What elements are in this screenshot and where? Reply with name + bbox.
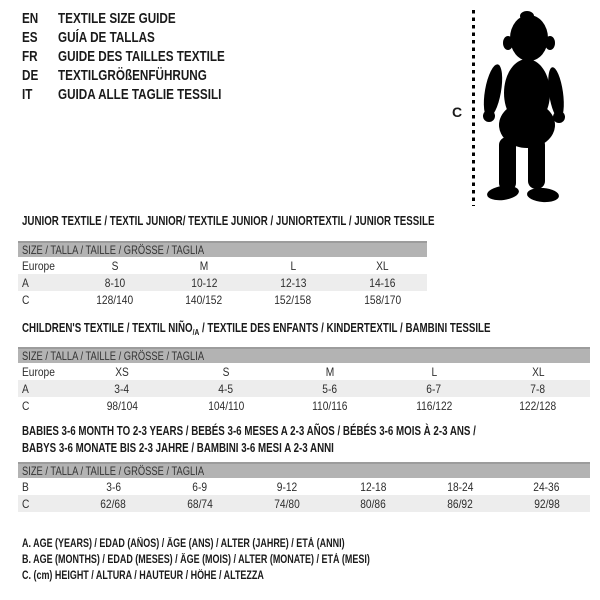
toddler-silhouette-icon <box>479 9 571 205</box>
size-value-cell <box>338 274 427 291</box>
size-value-cell <box>70 274 159 291</box>
size-value-cell <box>159 274 248 291</box>
language-row-it <box>22 85 272 104</box>
size-value-text: 9-12 <box>276 479 297 494</box>
size-value-text: 4-5 <box>218 381 234 396</box>
size-table-row-europe <box>18 363 590 380</box>
size-value-text: XL <box>531 364 545 379</box>
size-value-text: L <box>431 364 437 379</box>
size-value-cell <box>417 495 504 512</box>
size-table-row-c <box>18 397 590 414</box>
language-code-text: EN <box>22 10 39 27</box>
language-code-text: FR <box>22 48 38 65</box>
size-value-cell <box>338 257 427 274</box>
size-value-text: 92/98 <box>533 496 560 511</box>
size-value-cell <box>382 397 486 414</box>
size-table-grid <box>18 462 590 512</box>
size-value-cell <box>70 478 157 495</box>
legend-line-a-text: A. AGE (YEARS) / EDAD (AÑOS) / ÂGE (ANS) / ALTER (JAHRE) / ETÀ (ANNI) <box>22 538 345 550</box>
row-label-text: Europe <box>22 364 55 379</box>
row-label-cell <box>18 291 70 308</box>
size-value-text: 80/86 <box>360 496 387 511</box>
babies-section <box>18 423 590 518</box>
size-value-text: 128/140 <box>96 292 134 307</box>
size-value-cell <box>486 397 590 414</box>
size-value-text: 86/92 <box>447 496 473 511</box>
junior-section <box>18 214 435 314</box>
size-value-text: XS <box>115 364 129 379</box>
size-table-row-a <box>18 274 427 291</box>
size-value-text: M <box>199 258 209 273</box>
language-label-text: GUIDA ALLE TAGLIE TESSILI <box>58 86 222 103</box>
size-table-header-cell <box>18 242 427 257</box>
size-value-text: 158/170 <box>363 292 401 307</box>
row-label-cell <box>18 257 70 274</box>
language-code <box>22 29 58 46</box>
size-value-cell <box>382 380 486 397</box>
size-table-row-b <box>18 478 590 495</box>
size-value-cell <box>157 478 244 495</box>
size-value-cell <box>70 397 174 414</box>
language-code-text: ES <box>22 29 38 46</box>
size-value-text: S <box>222 364 230 379</box>
size-value-text: 104/110 <box>207 398 245 413</box>
size-table-header-row <box>18 348 590 363</box>
children-section-title-text <box>22 321 491 340</box>
size-value-cell <box>70 380 174 397</box>
row-label-cell <box>18 274 70 291</box>
size-value-cell <box>278 397 382 414</box>
junior-section-title-text: JUNIOR TEXTILE / TEXTIL JUNIOR/ TEXTILE JUNIOR / JUNIORTEXTIL / JUNIOR TESSILE <box>22 214 435 228</box>
size-value-text: 24-36 <box>533 479 560 494</box>
size-value-cell <box>486 380 590 397</box>
title-part: / TEXTILE DES ENFANTS / KINDERTEXTIL / BAMBINI TESSILE <box>199 321 491 335</box>
size-value-cell <box>159 291 248 308</box>
size-value-cell <box>249 274 338 291</box>
size-value-cell <box>486 363 590 380</box>
legend-line-c-text: C. (cm) HEIGHT / ALTURA / HAUTEUR / HÖHE / ALTEZZA <box>22 570 264 582</box>
row-label-text: C <box>22 398 30 413</box>
size-value-text: L <box>290 258 296 273</box>
size-value-text: 18-24 <box>446 479 473 494</box>
babies-title-line-2-text: BABYS 3-6 MONATE BIS 2-3 JAHRE / BAMBINI 3-6 MESI A 2-3 ANNI <box>22 441 334 455</box>
size-value-text: 10-12 <box>190 275 217 290</box>
size-table-header-text: SIZE / TALLA / TAILLE / GRÖSSE / TAGLIA <box>22 243 205 257</box>
size-table-header-row <box>18 242 427 257</box>
size-value-text: 6-7 <box>426 381 442 396</box>
language-label <box>58 86 267 103</box>
language-code-text: IT <box>22 86 33 103</box>
legend-line-a <box>22 536 468 552</box>
size-value-cell <box>174 363 278 380</box>
size-value-text: 74/80 <box>273 496 300 511</box>
children-section-title <box>22 321 600 340</box>
height-measure-dashed-line <box>472 10 475 206</box>
legend-line-b <box>22 552 468 568</box>
size-value-cell <box>174 397 278 414</box>
babies-size-table <box>18 462 590 512</box>
size-value-text: 62/68 <box>100 496 127 511</box>
size-value-cell <box>70 257 159 274</box>
row-label-text: C <box>22 292 30 307</box>
language-title-list <box>22 9 272 104</box>
babies-title-line-1-text: BABIES 3-6 MONTH TO 2-3 YEARS / BEBÉS 3-6 MESES A 2-3 AÑOS / BÉBÉS 3-6 MOIS À 2-3 ANS / <box>22 424 476 438</box>
language-label-text: GUÍA DE TALLAS <box>58 29 155 46</box>
children-section <box>18 321 590 421</box>
size-value-text: 3-6 <box>105 479 121 494</box>
size-value-text: 116/122 <box>415 398 453 413</box>
size-value-text: 8-10 <box>104 275 125 290</box>
row-label-cell <box>18 380 70 397</box>
size-value-text: S <box>111 258 119 273</box>
size-value-text: 14-16 <box>369 275 396 290</box>
row-label-cell <box>18 397 70 414</box>
title-part: CHILDREN'S TEXTILE / TEXTIL NIÑO <box>22 321 193 335</box>
junior-size-table <box>18 241 427 308</box>
language-row-es <box>22 28 272 47</box>
language-label <box>58 29 182 46</box>
language-label <box>58 10 209 27</box>
size-value-cell <box>278 380 382 397</box>
size-value-text: 3-4 <box>114 381 130 396</box>
language-label-text: TEXTILE SIZE GUIDE <box>58 10 176 27</box>
size-value-cell <box>330 478 417 495</box>
size-table-grid <box>18 347 590 414</box>
size-value-cell <box>243 478 330 495</box>
size-table-header-text: SIZE / TALLA / TAILLE / GRÖSSE / TAGLIA <box>22 349 205 363</box>
size-value-text: 152/158 <box>274 292 312 307</box>
language-code <box>22 10 58 27</box>
size-value-text: 7-8 <box>530 381 546 396</box>
size-value-text: 122/128 <box>519 398 557 413</box>
size-value-cell <box>382 363 486 380</box>
size-value-text: 5-6 <box>322 381 338 396</box>
size-table-header-row <box>18 463 590 478</box>
language-code <box>22 48 58 65</box>
size-value-text: 6-9 <box>192 479 208 494</box>
size-value-cell <box>70 291 159 308</box>
children-size-table <box>18 347 590 414</box>
language-row-de <box>22 66 272 85</box>
title-part-subscript: /A <box>192 327 200 337</box>
size-value-text: 12-13 <box>280 275 307 290</box>
size-value-text: 110/116 <box>312 398 348 413</box>
size-value-text: XL <box>376 258 389 273</box>
junior-section-title <box>22 214 551 229</box>
size-table-header-cell <box>18 348 590 363</box>
size-value-cell <box>249 291 338 308</box>
row-label-text: B <box>22 479 29 494</box>
height-measure-label-text: C <box>452 104 463 120</box>
row-label-text: Europe <box>22 258 55 273</box>
size-table-grid <box>18 241 427 308</box>
size-table-row-c <box>18 495 590 512</box>
language-row-en <box>22 9 272 28</box>
size-value-text: M <box>325 364 335 379</box>
language-code <box>22 67 58 84</box>
language-label-text: GUIDE DES TAILLES TEXTILE <box>58 48 225 65</box>
measurement-legend <box>22 536 468 584</box>
size-value-cell <box>174 380 278 397</box>
language-code <box>22 86 58 103</box>
size-value-cell <box>503 478 590 495</box>
row-label-cell <box>18 478 70 495</box>
row-label-text: A <box>22 275 29 290</box>
size-table-row-c <box>18 291 427 308</box>
legend-line-b-text: B. AGE (MONTHS) / EDAD (MESES) / ÂGE (MOIS) / ALTER (MONATE) / ETÀ (MESI) <box>22 554 370 566</box>
row-label-cell <box>18 495 70 512</box>
height-measure-label <box>452 104 462 120</box>
row-label-cell <box>18 363 70 380</box>
size-value-cell <box>503 495 590 512</box>
size-value-cell <box>338 291 427 308</box>
size-value-cell <box>70 363 174 380</box>
size-value-cell <box>249 257 338 274</box>
size-table-header-cell <box>18 463 590 478</box>
size-table-row-europe <box>18 257 427 274</box>
language-label <box>58 67 249 84</box>
size-value-cell <box>278 363 382 380</box>
babies-title-line-2 <box>22 440 600 457</box>
size-table-header-text: SIZE / TALLA / TAILLE / GRÖSSE / TAGLIA <box>22 464 205 478</box>
babies-section-title <box>22 423 600 457</box>
row-label-text: A <box>22 381 29 396</box>
size-value-text: 140/152 <box>185 292 223 307</box>
size-value-cell <box>70 495 157 512</box>
size-value-cell <box>157 495 244 512</box>
row-label-text: C <box>22 496 30 511</box>
size-value-cell <box>243 495 330 512</box>
size-table-row-a <box>18 380 590 397</box>
size-value-cell <box>159 257 248 274</box>
babies-title-line-1 <box>22 423 600 440</box>
language-label <box>58 48 272 65</box>
language-label-text: TEXTILGRÖßENFÜHRUNG <box>58 67 207 84</box>
language-row-fr <box>22 47 272 66</box>
size-value-cell <box>417 478 504 495</box>
size-value-text: 98/104 <box>106 398 138 413</box>
legend-line-c <box>22 568 468 584</box>
size-value-text: 12-18 <box>360 479 387 494</box>
size-value-text: 68/74 <box>187 496 213 511</box>
language-code-text: DE <box>22 67 39 84</box>
size-value-cell <box>330 495 417 512</box>
